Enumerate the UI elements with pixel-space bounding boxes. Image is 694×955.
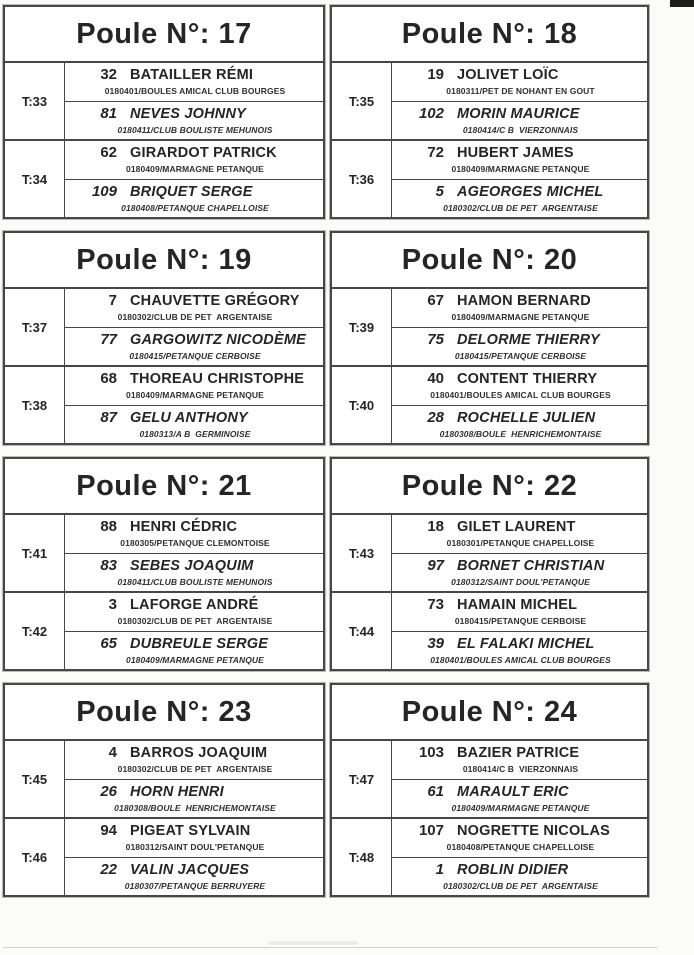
terrain-label: T:36	[332, 141, 392, 217]
player-name: GILET LAURENT	[457, 519, 576, 536]
player-number: 62	[100, 144, 117, 162]
terrain-row	[5, 591, 323, 669]
pool-table	[330, 5, 649, 219]
pool-body	[332, 289, 647, 443]
player-entry	[65, 741, 323, 779]
terrain-row	[5, 63, 323, 139]
player-entry	[392, 819, 647, 857]
player-entry	[392, 367, 647, 405]
player-number: 40	[427, 370, 444, 388]
player-number: 77	[100, 330, 117, 348]
player-name: THOREAU CHRISTOPHE	[130, 371, 305, 388]
terrain-label: T:39	[332, 289, 392, 365]
player-name: GELU ANTHONY	[130, 409, 248, 426]
player-name: JOLIVET LOÏC	[457, 67, 559, 84]
player-entry	[65, 367, 323, 405]
player-entry	[392, 779, 647, 818]
player-number: 5	[435, 182, 444, 200]
player-name: MARAULT ERIC	[457, 783, 569, 800]
player-entry	[65, 819, 323, 857]
player-club-line: 0180307/PETANQUE BERRUYERE	[124, 880, 266, 891]
player-club-line: 0180311/PET DE NOHANT EN GOUT	[446, 86, 595, 97]
player-club-line: 0180312/SAINT DOUL'PETANQUE	[125, 842, 265, 853]
player-club-line: 0180409/MARMAGNE PETANQUE	[126, 164, 264, 175]
terrain-label: T:38	[5, 367, 65, 443]
player-entry	[392, 857, 647, 896]
player-entry	[65, 63, 323, 101]
terrain-row	[332, 591, 647, 669]
players-cell	[65, 515, 323, 591]
player-name: HUBERT JAMES	[457, 145, 574, 162]
terrain-label: T:34	[5, 141, 65, 217]
pool-title: Poule N°: 21	[76, 469, 252, 502]
player-name: CHAUVETTE GRÉGORY	[130, 293, 300, 310]
player-entry	[392, 631, 647, 670]
player-number: 67	[427, 292, 444, 310]
player-entry	[65, 779, 323, 818]
player-number: 73	[427, 596, 444, 614]
player-club-line: 0180401/BOULES AMICAL CLUB BOURGES	[430, 654, 611, 665]
player-number: 97	[427, 556, 444, 574]
pool-body	[5, 741, 323, 895]
player-entry	[392, 553, 647, 592]
player-club-line: 0180301/PETANQUE CHAPELLOISE	[446, 538, 595, 549]
players-cell	[392, 367, 647, 443]
players-cell	[65, 141, 323, 217]
pool-table	[330, 683, 649, 897]
player-entry	[65, 101, 323, 140]
player-entry	[392, 741, 647, 779]
terrain-label: T:45	[5, 741, 65, 817]
player-name: DUBREULE SERGE	[130, 635, 269, 652]
player-name: ROCHELLE JULIEN	[457, 409, 596, 426]
player-name: BARROS JOAQUIM	[130, 745, 268, 762]
player-club-line: 0180408/PETANQUE CHAPELLOISE	[121, 202, 269, 213]
player-number: 68	[100, 370, 117, 388]
player-name: BATAILLER RÉMI	[130, 67, 254, 84]
player-number: 88	[100, 518, 117, 536]
terrain-row	[332, 289, 647, 365]
player-number: 3	[108, 596, 117, 614]
terrain-row	[5, 139, 323, 217]
pool-table	[3, 457, 325, 671]
players-cell	[65, 593, 323, 669]
pool-table	[3, 231, 325, 445]
terrain-row	[332, 63, 647, 139]
player-number: 81	[100, 104, 117, 122]
players-cell	[392, 141, 647, 217]
player-number: 109	[91, 182, 117, 200]
player-number: 75	[427, 330, 444, 348]
players-cell	[392, 741, 647, 817]
player-club-line: 0180414/C B VIERZONNAIS	[462, 124, 579, 135]
player-club-line: 0180408/PETANQUE CHAPELLOISE	[446, 842, 595, 853]
player-club-line: 0180415/PETANQUE CERBOISE	[454, 616, 587, 627]
player-club-line: 0180409/MARMAGNE PETANQUE	[126, 390, 264, 401]
player-club-line: 0180308/BOULE HENRICHEMONTAISE	[114, 802, 276, 813]
pool-body	[5, 289, 323, 443]
terrain-row	[332, 139, 647, 217]
player-name: CONTENT THIERRY	[457, 371, 598, 388]
player-name: HENRI CÉDRIC	[130, 519, 238, 536]
player-name: BORNET CHRISTIAN	[457, 557, 605, 574]
player-entry	[65, 631, 323, 670]
terrain-label: T:35	[332, 63, 392, 139]
player-name: GARGOWITZ NICODÈME	[130, 331, 306, 348]
player-number: 1	[435, 860, 444, 878]
terrain-row	[332, 741, 647, 817]
terrain-row	[332, 817, 647, 895]
player-name: HORN HENRI	[130, 783, 224, 800]
player-number: 7	[108, 292, 117, 310]
player-number: 32	[100, 66, 117, 84]
player-entry	[65, 327, 323, 366]
player-name: BAZIER PATRICE	[457, 745, 580, 762]
player-entry	[65, 857, 323, 896]
terrain-label: T:47	[332, 741, 392, 817]
scan-artifact-bottom-line	[3, 947, 658, 948]
player-club-line: 0180302/CLUB DE PET ARGENTAISE	[117, 616, 273, 627]
terrain-label: T:33	[5, 63, 65, 139]
player-number: 83	[100, 556, 117, 574]
players-cell	[392, 515, 647, 591]
terrain-row	[332, 515, 647, 591]
player-name: PIGEAT SYLVAIN	[130, 823, 251, 840]
players-cell	[392, 63, 647, 139]
terrain-row	[5, 817, 323, 895]
player-number: 19	[427, 66, 444, 84]
pool-title: Poule N°: 17	[76, 17, 252, 50]
players-cell	[65, 63, 323, 139]
player-number: 61	[427, 782, 444, 800]
player-number: 72	[427, 144, 444, 162]
player-number: 28	[427, 408, 444, 426]
pool-title: Poule N°: 24	[401, 695, 578, 728]
terrain-label: T:41	[5, 515, 65, 591]
player-club-line: 0180409/MARMAGNE PETANQUE	[451, 802, 590, 813]
terrain-label: T:37	[5, 289, 65, 365]
player-name: HAMON BERNARD	[457, 293, 591, 310]
player-number: 26	[100, 782, 117, 800]
player-name: ROBLIN DIDIER	[457, 861, 569, 878]
terrain-row	[5, 365, 323, 443]
player-club-line: 0180401/BOULES AMICAL CLUB BOURGES	[104, 86, 286, 97]
scan-artifact-corner-mark	[670, 0, 694, 7]
players-cell	[65, 367, 323, 443]
player-name: VALIN JACQUES	[130, 861, 250, 878]
player-number: 18	[427, 518, 444, 536]
player-entry	[392, 179, 647, 218]
terrain-row	[5, 741, 323, 817]
player-club-line: 0180414/C B VIERZONNAIS	[462, 764, 579, 775]
player-entry	[392, 289, 647, 327]
players-cell	[65, 741, 323, 817]
player-club-line: 0180302/CLUB DE PET ARGENTAISE	[443, 202, 598, 213]
player-club-line: 0180308/BOULE HENRICHEMONTAISE	[439, 428, 602, 439]
player-club-line: 0180415/PETANQUE CERBOISE	[129, 350, 261, 361]
player-club-line: 0180411/CLUB BOULISTE MEHUNOIS	[117, 124, 273, 135]
player-number: 87	[100, 408, 117, 426]
player-name: DELORME THIERRY	[457, 331, 600, 348]
terrain-row	[332, 365, 647, 443]
terrain-row	[5, 289, 323, 365]
terrain-label: T:46	[5, 819, 65, 895]
terrain-label: T:40	[332, 367, 392, 443]
player-number: 22	[100, 860, 117, 878]
player-name: NOGRETTE NICOLAS	[457, 823, 611, 840]
terrain-label: T:43	[332, 515, 392, 591]
pool-body	[332, 515, 647, 669]
player-club-line: 0180313/A B GERMINOISE	[139, 428, 251, 439]
player-entry	[392, 593, 647, 631]
pool-title: Poule N°: 20	[401, 243, 578, 276]
player-entry	[392, 63, 647, 101]
pool-table	[3, 5, 325, 219]
player-club-line: 0180415/PETANQUE CERBOISE	[454, 350, 587, 361]
player-name: NEVES JOHNNY	[130, 105, 247, 122]
player-club-line: 0180401/BOULES AMICAL CLUB BOURGES	[430, 390, 611, 401]
player-club-line: 0180305/PETANQUE CLEMONTOISE	[120, 538, 270, 549]
terrain-row	[5, 515, 323, 591]
player-name: HAMAIN MICHEL	[457, 597, 578, 614]
terrain-label: T:44	[332, 593, 392, 669]
player-entry	[65, 405, 323, 444]
player-entry	[392, 327, 647, 366]
players-cell	[392, 289, 647, 365]
pool-body	[332, 63, 647, 217]
player-entry	[392, 141, 647, 179]
pool-title: Poule N°: 22	[401, 469, 578, 502]
player-name: LAFORGE ANDRÉ	[130, 597, 259, 614]
player-name: EL FALAKI MICHEL	[457, 635, 595, 652]
players-cell	[65, 289, 323, 365]
player-entry	[65, 515, 323, 553]
pools-grid	[3, 5, 649, 897]
pool-title: Poule N°: 18	[401, 17, 578, 50]
player-club-line: 0180302/CLUB DE PET ARGENTAISE	[443, 880, 598, 891]
players-cell	[65, 819, 323, 895]
player-name: GIRARDOT PATRICK	[130, 145, 277, 162]
pool-body	[332, 741, 647, 895]
player-name: AGEORGES MICHEL	[457, 183, 604, 200]
player-number: 65	[100, 634, 117, 652]
player-club-line: 0180302/CLUB DE PET ARGENTAISE	[117, 312, 273, 323]
player-entry	[392, 515, 647, 553]
player-entry	[392, 405, 647, 444]
player-club-line: 0180312/SAINT DOUL'PETANQUE	[451, 576, 590, 587]
player-name: MORIN MAURICE	[457, 105, 580, 122]
player-club-line: 0180409/MARMAGNE PETANQUE	[451, 312, 590, 323]
terrain-label: T:42	[5, 593, 65, 669]
player-number: 94	[100, 822, 117, 840]
scan-artifact-smudge	[268, 941, 358, 945]
pool-body	[5, 515, 323, 669]
player-club-line: 0180409/MARMAGNE PETANQUE	[126, 654, 264, 665]
pool-table	[3, 683, 325, 897]
players-cell	[392, 819, 647, 895]
player-name: SEBES JOAQUIM	[130, 557, 254, 574]
player-entry	[65, 289, 323, 327]
player-entry	[65, 593, 323, 631]
terrain-label: T:48	[332, 819, 392, 895]
pool-table	[330, 457, 649, 671]
player-club-line: 0180302/CLUB DE PET ARGENTAISE	[117, 764, 273, 775]
pool-title: Poule N°: 19	[76, 243, 252, 276]
player-number: 39	[427, 634, 444, 652]
player-entry	[392, 101, 647, 140]
player-number: 4	[108, 744, 117, 762]
player-name: BRIQUET SERGE	[130, 183, 253, 200]
player-club-line: 0180409/MARMAGNE PETANQUE	[451, 164, 590, 175]
pool-title: Poule N°: 23	[76, 695, 252, 728]
player-number: 103	[418, 744, 444, 762]
player-entry	[65, 553, 323, 592]
player-entry	[65, 141, 323, 179]
player-number: 107	[418, 822, 444, 840]
player-club-line: 0180411/CLUB BOULISTE MEHUNOIS	[117, 576, 273, 587]
players-cell	[392, 593, 647, 669]
player-entry	[65, 179, 323, 218]
player-number: 102	[418, 104, 444, 122]
pool-body	[5, 63, 323, 217]
pool-table	[330, 231, 649, 445]
